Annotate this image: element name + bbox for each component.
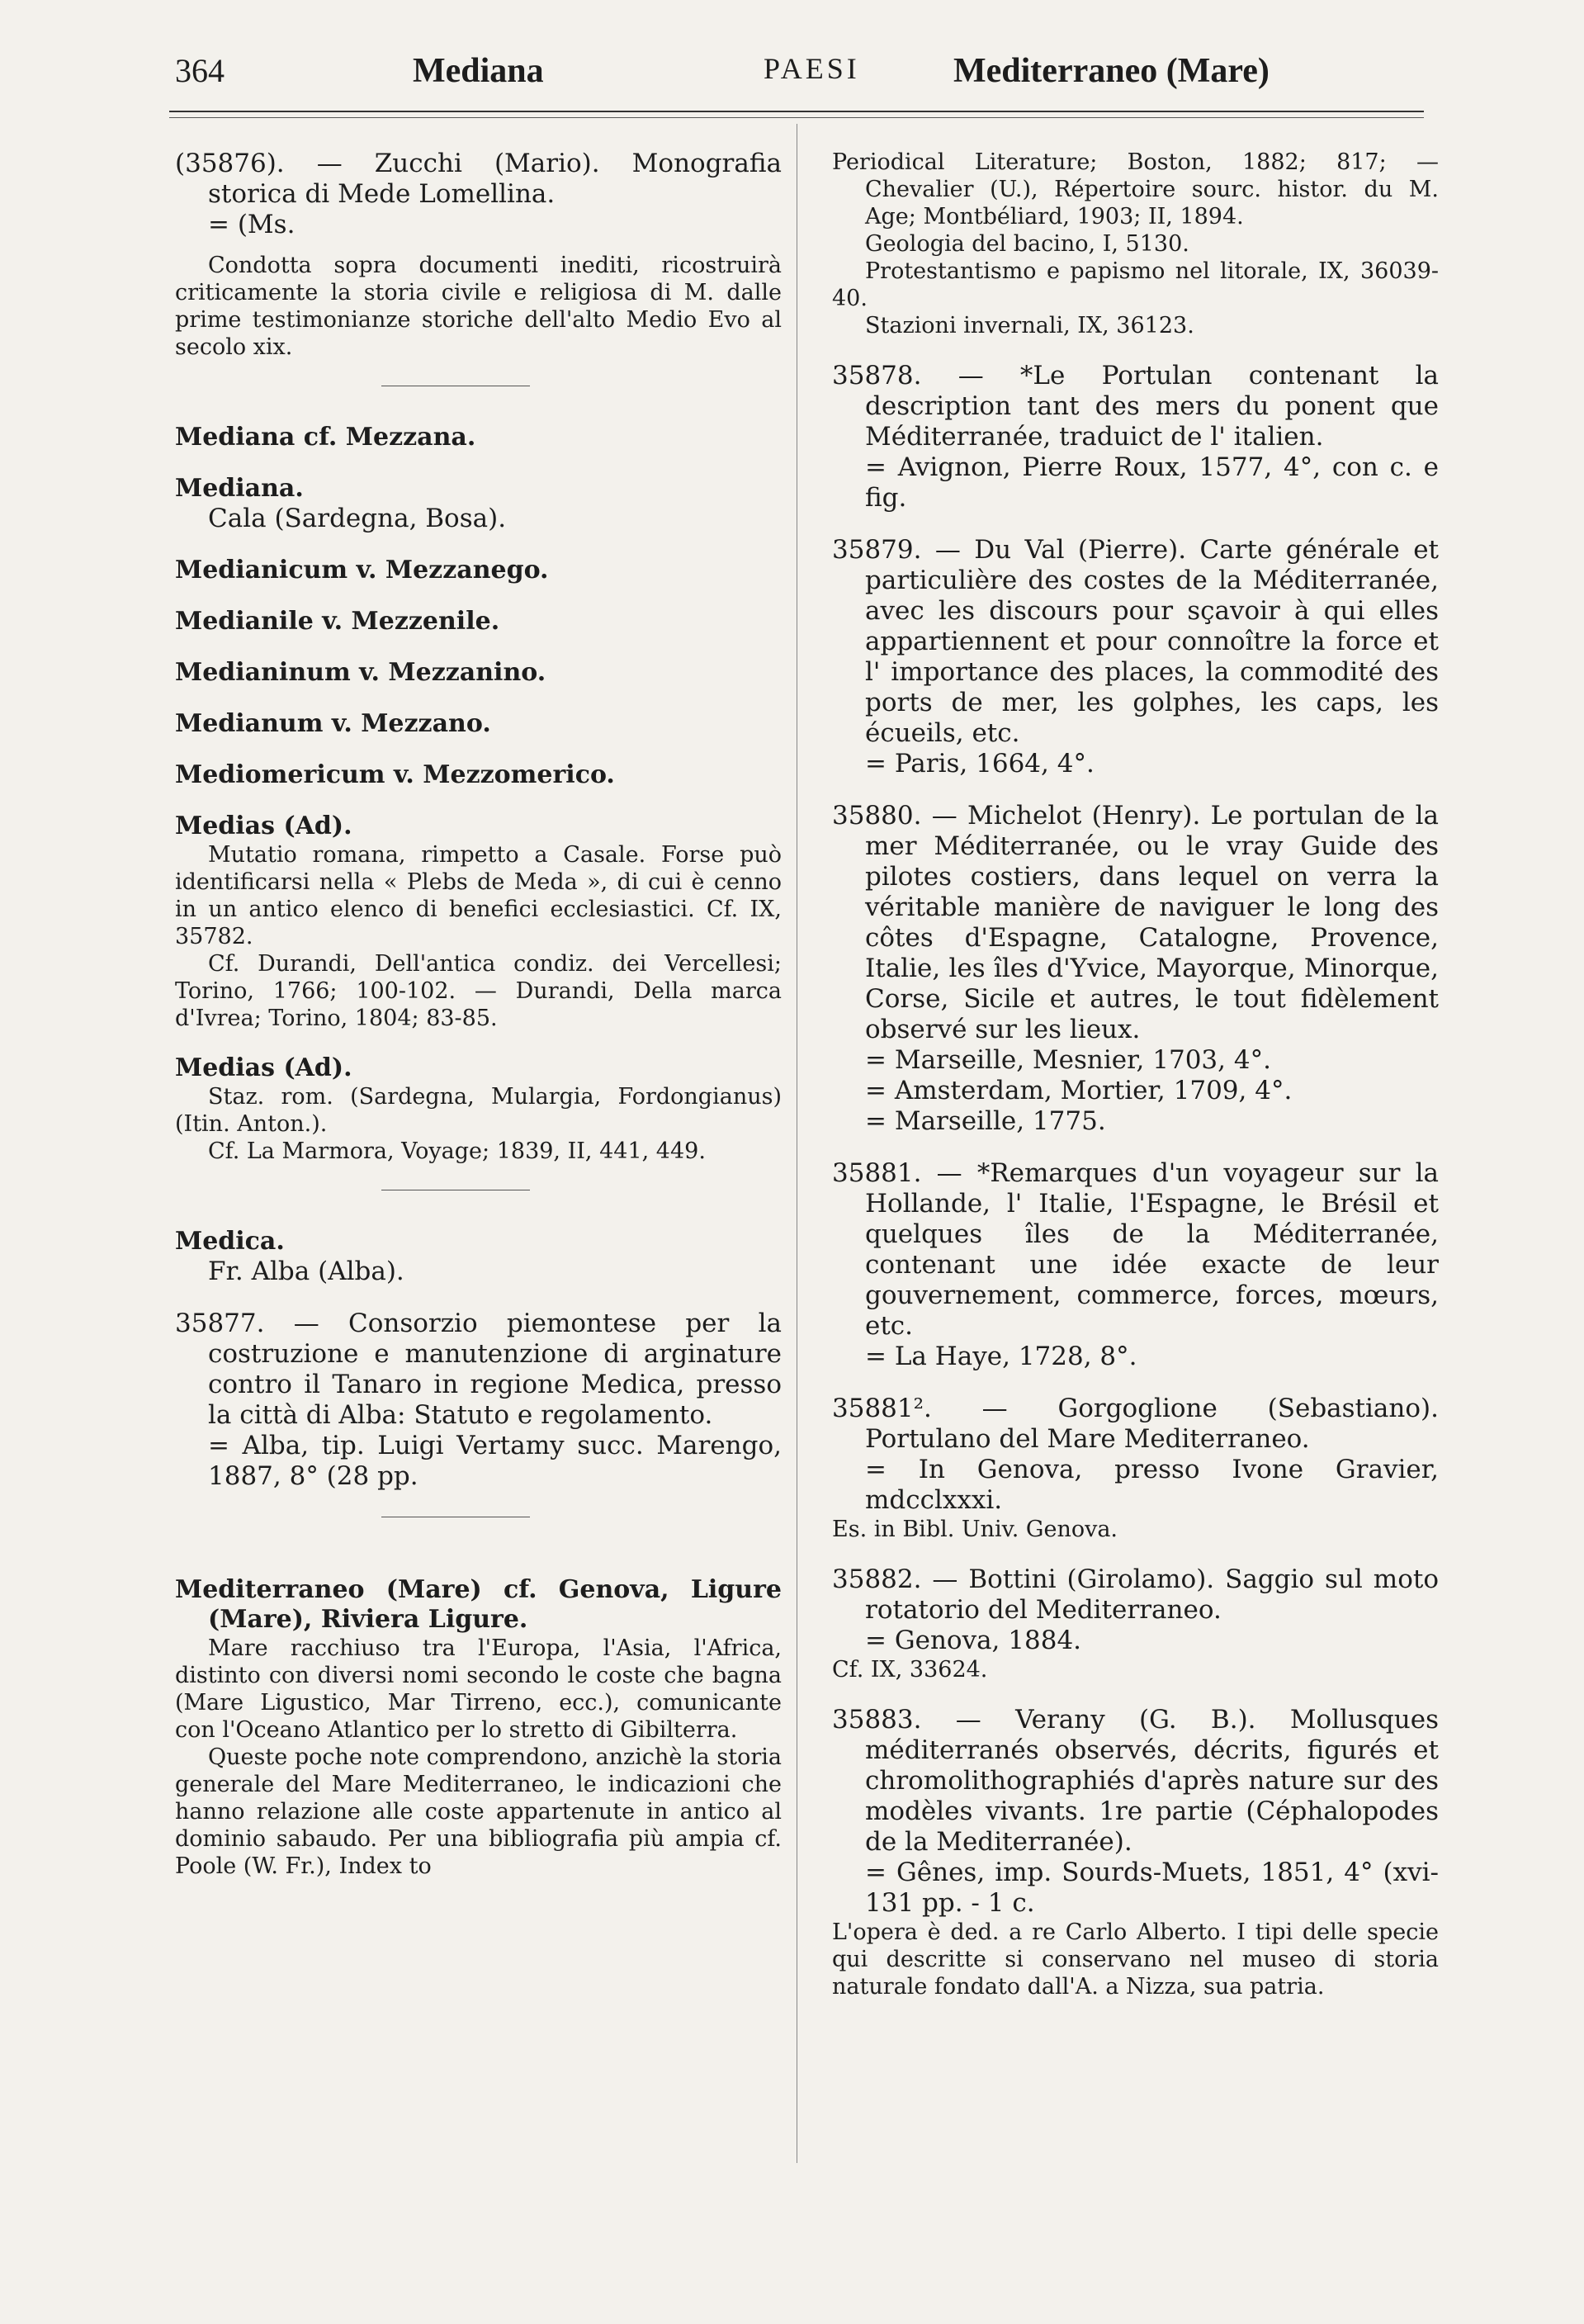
entry-35880-pub-1: = Marseille, Mesnier, 1703, 4°. <box>865 1045 1271 1075</box>
continuation-protestantismo: Protestantismo e papismo nel litorale, IX, 36039-40. <box>832 258 1439 311</box>
entry-35876-note: Condotta sopra documenti inediti, ricostruirà criticamente la storia civile e religiosa di M. dalle prime testimonianze storiche dell'alto Medio Evo al secolo xix. <box>175 253 782 360</box>
heading-mediana: Mediana. <box>175 474 304 503</box>
medias-1-refs: Cf. Durandi, Dell'antica condiz. dei Vercellesi; Torino, 1766; 100-102. — Durandi, Della marca d'Ivrea; Torino, 1804; 83-85. <box>175 951 782 1031</box>
header-right-title: Mediterraneo (Mare) <box>953 52 1270 90</box>
entry-35881-2-note: Es. in Bibl. Univ. Genova. <box>832 1517 1118 1542</box>
entry-35879-pub: = Paris, 1664, 4°. <box>865 749 1095 779</box>
heading-medias-1: Medias (Ad). <box>175 812 352 840</box>
heading-medianicum: Medianicum v. Mezzanego. <box>175 556 549 585</box>
medias-1-text: Mutatio romana, rimpetto a Casale. Forse può identificarsi nella « Plebs de Meda », di cui è cenno in un antico elenco di benefici ecclesiastici. Cf. IX, 35782. <box>175 842 782 949</box>
header-rule <box>169 111 1424 112</box>
heading-mediana-cf: Mediana cf. Mezzana. <box>175 423 476 452</box>
header-rule-thin <box>169 117 1424 118</box>
heading-mediana-sub: Cala (Sardegna, Bosa). <box>208 504 507 533</box>
entry-35880-pub-2: = Amsterdam, Mortier, 1709, 4°. <box>865 1076 1293 1105</box>
page-header <box>165 51 1420 101</box>
continuation-stazioni: Stazioni invernali, IX, 36123. <box>865 313 1194 338</box>
entry-35878: 35878. — *Le Portulan contenant la description tant des mers du ponent que Méditerranée, traduict de l' italien. <box>832 361 1439 452</box>
entry-35880-pub-3: = Marseille, 1775. <box>865 1106 1106 1136</box>
entry-35877-pub: = Alba, tip. Luigi Vertamy succ. Marengo, 1887, 8° (28 pp. <box>208 1431 782 1491</box>
heading-mediomericum: Mediomericum v. Mezzomerico. <box>175 760 615 789</box>
entry-35879: 35879. — Du Val (Pierre). Carte générale et particulière des costes de la Méditerranée, avec les discours pour sçavoir à qui elles appartiennent et pour connoître la force et l' importance des places, la commodité des ports de mer, les golphes, les caps, les écueils, etc. <box>832 535 1439 748</box>
page-number: 364 <box>175 52 225 89</box>
header-center: PAESI <box>764 52 860 85</box>
heading-medianile: Medianile v. Mezzenile. <box>175 607 500 636</box>
entry-35880: 35880. — Michelot (Henry). Le portulan de la mer Méditerranée, ou le vray Guide des pilotes costiers, dans lequel on verra la véritable manière de naviguer le long des côtes d'Espagne, Catalogne, Provence, Italie, les îles d'Yvice, Mayorque, Minorque, Corse, Sicile et autres, le tout fidèlement observé sur les lieux. <box>832 801 1439 1044</box>
entry-35883: 35883. — Verany (G. B.). Mollusques méditerranés observés, décrits, figurés et chromolithographiés d'après nature sur des modèles vivants. 1re partie (Céphalopodes de la Mediterranée). <box>832 1705 1439 1857</box>
entry-35881-2: 35881². — Gorgoglione (Sebastiano). Portulano del Mare Mediterraneo. <box>832 1394 1439 1454</box>
medias-2-refs: Cf. La Marmora, Voyage; 1839, II, 441, 449. <box>208 1138 706 1164</box>
continuation-refs: Periodical Literature; Boston, 1882; 817; — Chevalier (U.), Répertoire sourc. histor. du M. Age; Montbéliard, 1903; II, 1894. <box>832 149 1439 230</box>
header-left-title: Mediana <box>413 52 544 90</box>
continuation-geologia: Geologia del bacino, I, 5130. <box>865 231 1189 257</box>
entry-35881: 35881. — *Remarques d'un voyageur sur la Hollande, l' Italie, l'Espagne, le Brésil et quelques îles de la Méditerranée, contenant une idée exacte de leur gouvernement, commerce, forces, mœurs, etc. <box>832 1158 1439 1341</box>
heading-medica-sub: Fr. Alba (Alba). <box>208 1257 404 1286</box>
entry-35877: 35877. — Consorzio piemontese per la costruzione e manutenzione di arginature contro il Tanaro in regione Medica, presso la città di Alba: Statuto e regolamento. <box>175 1309 782 1430</box>
heading-medianum: Medianum v. Mezzano. <box>175 709 491 738</box>
entry-35883-note: L'opera è ded. a re Carlo Alberto. I tipi delle specie qui descritte si conservano nel museo di storia naturale fondato dall'A. a Nizza, sua patria. <box>832 1919 1439 2000</box>
entry-35876-pub: = (Ms. <box>208 210 296 239</box>
entry-35882-pub: = Genova, 1884. <box>865 1626 1082 1655</box>
mediterraneo-text-2: Queste poche note comprendono, anzichè la storia generale del Mare Mediterraneo, le indicazioni che hanno relazione alle coste appartenute in antico al dominio sabaudo. Per una bibliografia più ampia cf. Poole (W. Fr.), Index to <box>175 1744 782 1879</box>
entry-35878-pub: = Avignon, Pierre Roux, 1577, 4°, con c. e fig. <box>865 452 1439 513</box>
heading-medias-2: Medias (Ad). <box>175 1053 352 1082</box>
entry-35881-pub: = La Haye, 1728, 8°. <box>865 1342 1137 1371</box>
entry-35882: 35882. — Bottini (Girolamo). Saggio sul moto rotatorio del Mediterraneo. <box>832 1564 1439 1625</box>
entry-35876: (35876). — Zucchi (Mario). Monografia storica di Mede Lomellina. <box>175 149 782 209</box>
entry-35882-note: Cf. IX, 33624. <box>832 1657 988 1683</box>
heading-medica: Medica. <box>175 1227 285 1256</box>
entry-35881-2-pub: = In Genova, presso Ivone Gravier, mdcclxxxi. <box>865 1455 1439 1515</box>
heading-medianinum: Medianinum v. Mezzanino. <box>175 658 546 687</box>
left-column <box>175 149 782 1880</box>
medias-2-text: Staz. rom. (Sardegna, Mulargia, Fordongianus) (Itin. Anton.). <box>175 1084 782 1137</box>
entry-35883-pub: = Gênes, imp. Sourds-Muets, 1851, 4° (xvi-131 pp. - 1 c. <box>865 1858 1439 1918</box>
right-column <box>832 149 1439 2000</box>
mediterraneo-text-1: Mare racchiuso tra l'Europa, l'Asia, l'Africa, distinto con diversi nomi secondo le coste che bagna (Mare Ligustico, Mar Tirreno, ecc.), comunicante con l'Oceano Atlantico per lo stretto di Gibilterra. <box>175 1635 782 1743</box>
heading-mediterraneo: Mediterraneo (Mare) cf. Genova, Ligure (Mare), Riviera Ligure. <box>175 1575 782 1634</box>
